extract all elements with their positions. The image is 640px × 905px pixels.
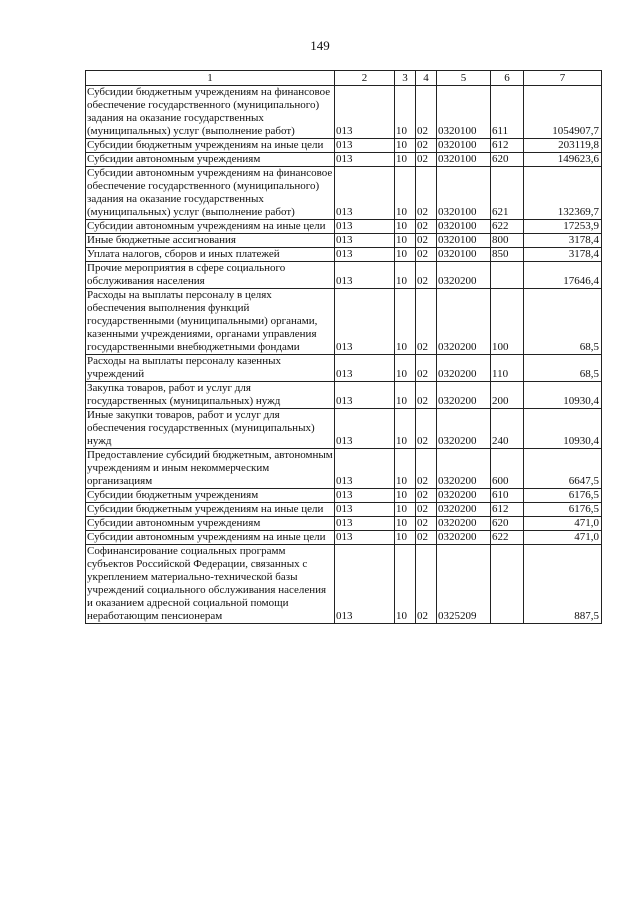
row-expense-type-code: 612 <box>491 503 524 517</box>
row-ministry-code: 013 <box>335 489 395 503</box>
header-cell-expense-type: 6 <box>491 71 524 86</box>
row-ministry-code: 013 <box>335 289 395 355</box>
row-section-code: 10 <box>395 355 416 382</box>
row-expense-type-code: 800 <box>491 234 524 248</box>
row-target-code: 0325209 <box>437 545 491 624</box>
row-section-code: 10 <box>395 248 416 262</box>
row-amount: 68,5 <box>524 289 602 355</box>
row-name: Субсидии автономным учреждениям <box>86 153 335 167</box>
row-target-code: 0320200 <box>437 382 491 409</box>
row-ministry-code: 013 <box>335 248 395 262</box>
row-ministry-code: 013 <box>335 153 395 167</box>
row-subsection-code: 02 <box>416 139 437 153</box>
row-name: Расходы на выплаты персоналу в целях обеспечения выполнения функций государственными (муниципальными) органами, казенными учреждениями, органами управления государственными внебюджетными фондами <box>86 289 335 355</box>
row-section-code: 10 <box>395 503 416 517</box>
table-row <box>86 248 602 262</box>
row-target-code: 0320200 <box>437 449 491 489</box>
row-amount: 471,0 <box>524 531 602 545</box>
row-expense-type-code: 620 <box>491 153 524 167</box>
row-amount: 6647,5 <box>524 449 602 489</box>
row-subsection-code: 02 <box>416 220 437 234</box>
row-section-code: 10 <box>395 167 416 220</box>
row-ministry-code: 013 <box>335 167 395 220</box>
row-target-code: 0320200 <box>437 262 491 289</box>
row-expense-type-code <box>491 545 524 624</box>
row-section-code: 10 <box>395 409 416 449</box>
row-name: Субсидии бюджетным учреждениям на иные цели <box>86 503 335 517</box>
row-amount: 10930,4 <box>524 409 602 449</box>
row-section-code: 10 <box>395 139 416 153</box>
table-row <box>86 167 602 220</box>
row-name: Субсидии автономным учреждениям на иные цели <box>86 531 335 545</box>
row-ministry-code: 013 <box>335 503 395 517</box>
table-row <box>86 545 602 624</box>
row-expense-type-code: 620 <box>491 517 524 531</box>
header-cell-subsection: 4 <box>416 71 437 86</box>
row-target-code: 0320200 <box>437 531 491 545</box>
row-name: Иные закупки товаров, работ и услуг для обеспечения государственных (муниципальных) нужд <box>86 409 335 449</box>
row-section-code: 10 <box>395 289 416 355</box>
row-name: Расходы на выплаты персоналу казенных учреждений <box>86 355 335 382</box>
row-expense-type-code: 611 <box>491 86 524 139</box>
row-section-code: 10 <box>395 382 416 409</box>
row-target-code: 0320200 <box>437 517 491 531</box>
table-row <box>86 449 602 489</box>
table-row <box>86 503 602 517</box>
row-amount: 1054907,7 <box>524 86 602 139</box>
row-target-code: 0320200 <box>437 503 491 517</box>
row-name: Субсидии бюджетным учреждениям <box>86 489 335 503</box>
row-ministry-code: 013 <box>335 234 395 248</box>
row-subsection-code: 02 <box>416 248 437 262</box>
row-expense-type-code: 612 <box>491 139 524 153</box>
row-ministry-code: 013 <box>335 517 395 531</box>
row-amount: 887,5 <box>524 545 602 624</box>
row-target-code: 0320200 <box>437 289 491 355</box>
row-ministry-code: 013 <box>335 409 395 449</box>
page-number: 149 <box>310 38 330 53</box>
row-amount: 132369,7 <box>524 167 602 220</box>
row-target-code: 0320100 <box>437 234 491 248</box>
row-expense-type-code: 200 <box>491 382 524 409</box>
row-subsection-code: 02 <box>416 153 437 167</box>
row-section-code: 10 <box>395 234 416 248</box>
row-section-code: 10 <box>395 153 416 167</box>
row-section-code: 10 <box>395 86 416 139</box>
row-subsection-code: 02 <box>416 531 437 545</box>
row-target-code: 0320100 <box>437 153 491 167</box>
row-subsection-code: 02 <box>416 86 437 139</box>
table-row <box>86 531 602 545</box>
row-expense-type-code: 600 <box>491 449 524 489</box>
row-name: Субсидии автономным учреждениям на финансовое обеспечение государственного (муниципального) задания на оказание государственных (муниципальных) услуг (выполнение работ) <box>86 167 335 220</box>
row-subsection-code: 02 <box>416 489 437 503</box>
table-row <box>86 220 602 234</box>
row-ministry-code: 013 <box>335 531 395 545</box>
row-amount: 6176,5 <box>524 503 602 517</box>
row-ministry-code: 013 <box>335 355 395 382</box>
header-cell-amount: 7 <box>524 71 602 86</box>
row-expense-type-code: 622 <box>491 220 524 234</box>
row-expense-type-code: 100 <box>491 289 524 355</box>
table-row <box>86 489 602 503</box>
row-amount: 3178,4 <box>524 248 602 262</box>
row-target-code: 0320100 <box>437 248 491 262</box>
header-cell-ministry: 2 <box>335 71 395 86</box>
row-expense-type-code: 240 <box>491 409 524 449</box>
row-name: Субсидии автономным учреждениям <box>86 517 335 531</box>
row-target-code: 0320100 <box>437 220 491 234</box>
row-subsection-code: 02 <box>416 449 437 489</box>
row-subsection-code: 02 <box>416 355 437 382</box>
table-row <box>86 382 602 409</box>
row-subsection-code: 02 <box>416 382 437 409</box>
row-amount: 203119,8 <box>524 139 602 153</box>
row-amount: 17253,9 <box>524 220 602 234</box>
row-target-code: 0320100 <box>437 139 491 153</box>
row-subsection-code: 02 <box>416 167 437 220</box>
row-subsection-code: 02 <box>416 545 437 624</box>
row-amount: 10930,4 <box>524 382 602 409</box>
row-subsection-code: 02 <box>416 409 437 449</box>
row-section-code: 10 <box>395 531 416 545</box>
table-row <box>86 234 602 248</box>
row-ministry-code: 013 <box>335 382 395 409</box>
row-target-code: 0320200 <box>437 409 491 449</box>
row-subsection-code: 02 <box>416 234 437 248</box>
row-expense-type-code: 622 <box>491 531 524 545</box>
row-target-code: 0320200 <box>437 489 491 503</box>
row-expense-type-code: 610 <box>491 489 524 503</box>
table-row <box>86 139 602 153</box>
row-expense-type-code: 850 <box>491 248 524 262</box>
row-amount: 17646,4 <box>524 262 602 289</box>
row-amount: 3178,4 <box>524 234 602 248</box>
row-section-code: 10 <box>395 545 416 624</box>
row-target-code: 0320100 <box>437 86 491 139</box>
row-expense-type-code: 621 <box>491 167 524 220</box>
table-row <box>86 153 602 167</box>
row-target-code: 0320200 <box>437 355 491 382</box>
row-ministry-code: 013 <box>335 262 395 289</box>
row-subsection-code: 02 <box>416 262 437 289</box>
row-name: Иные бюджетные ассигнования <box>86 234 335 248</box>
row-subsection-code: 02 <box>416 517 437 531</box>
row-section-code: 10 <box>395 449 416 489</box>
row-section-code: 10 <box>395 262 416 289</box>
row-section-code: 10 <box>395 489 416 503</box>
budget-table <box>85 70 602 624</box>
row-name: Софинансирование социальных программ субъектов Российской Федерации, связанных с укреплением материально-технической базы учреждений социального обслуживания населения и оказанием адресной социальной помощи неработающим пенсионерам <box>86 545 335 624</box>
row-expense-type-code: 110 <box>491 355 524 382</box>
row-ministry-code: 013 <box>335 139 395 153</box>
row-amount: 68,5 <box>524 355 602 382</box>
row-name: Предоставление субсидий бюджетным, автономным учреждениям и иным некоммерческим организациям <box>87 449 333 487</box>
row-amount: 149623,6 <box>524 153 602 167</box>
row-name: Субсидии бюджетным учреждениям на финансовое обеспечение государственного (муниципального) задания на оказание государственных (муниципальных) услуг (выполнение работ) <box>86 86 335 139</box>
row-name: Субсидии автономным учреждениям на иные цели <box>86 220 335 234</box>
table-row <box>86 409 602 449</box>
row-subsection-code: 02 <box>416 289 437 355</box>
row-name: Прочие мероприятия в сфере социального обслуживания населения <box>86 262 335 289</box>
row-ministry-code: 013 <box>335 220 395 234</box>
row-ministry-code: 013 <box>335 86 395 139</box>
row-target-code: 0320100 <box>437 167 491 220</box>
row-section-code: 10 <box>395 517 416 531</box>
table-row <box>86 517 602 531</box>
row-subsection-code: 02 <box>416 503 437 517</box>
header-cell-target: 5 <box>437 71 491 86</box>
table-row <box>86 289 602 355</box>
table-row <box>86 262 602 289</box>
table-row <box>86 355 602 382</box>
table-row <box>86 86 602 139</box>
row-section-code: 10 <box>395 220 416 234</box>
header-cell-section: 3 <box>395 71 416 86</box>
row-amount: 471,0 <box>524 517 602 531</box>
header-cell-name: 1 <box>86 71 335 86</box>
row-amount: 6176,5 <box>524 489 602 503</box>
row-name: Закупка товаров, работ и услуг для государственных (муниципальных) нужд <box>86 382 335 409</box>
row-name: Субсидии бюджетным учреждениям на иные цели <box>86 139 335 153</box>
row-expense-type-code <box>491 262 524 289</box>
table-header-row <box>86 71 602 86</box>
row-name: Уплата налогов, сборов и иных платежей <box>86 248 335 262</box>
row-ministry-code: 013 <box>335 545 395 624</box>
row-ministry-code: 013 <box>335 449 395 489</box>
